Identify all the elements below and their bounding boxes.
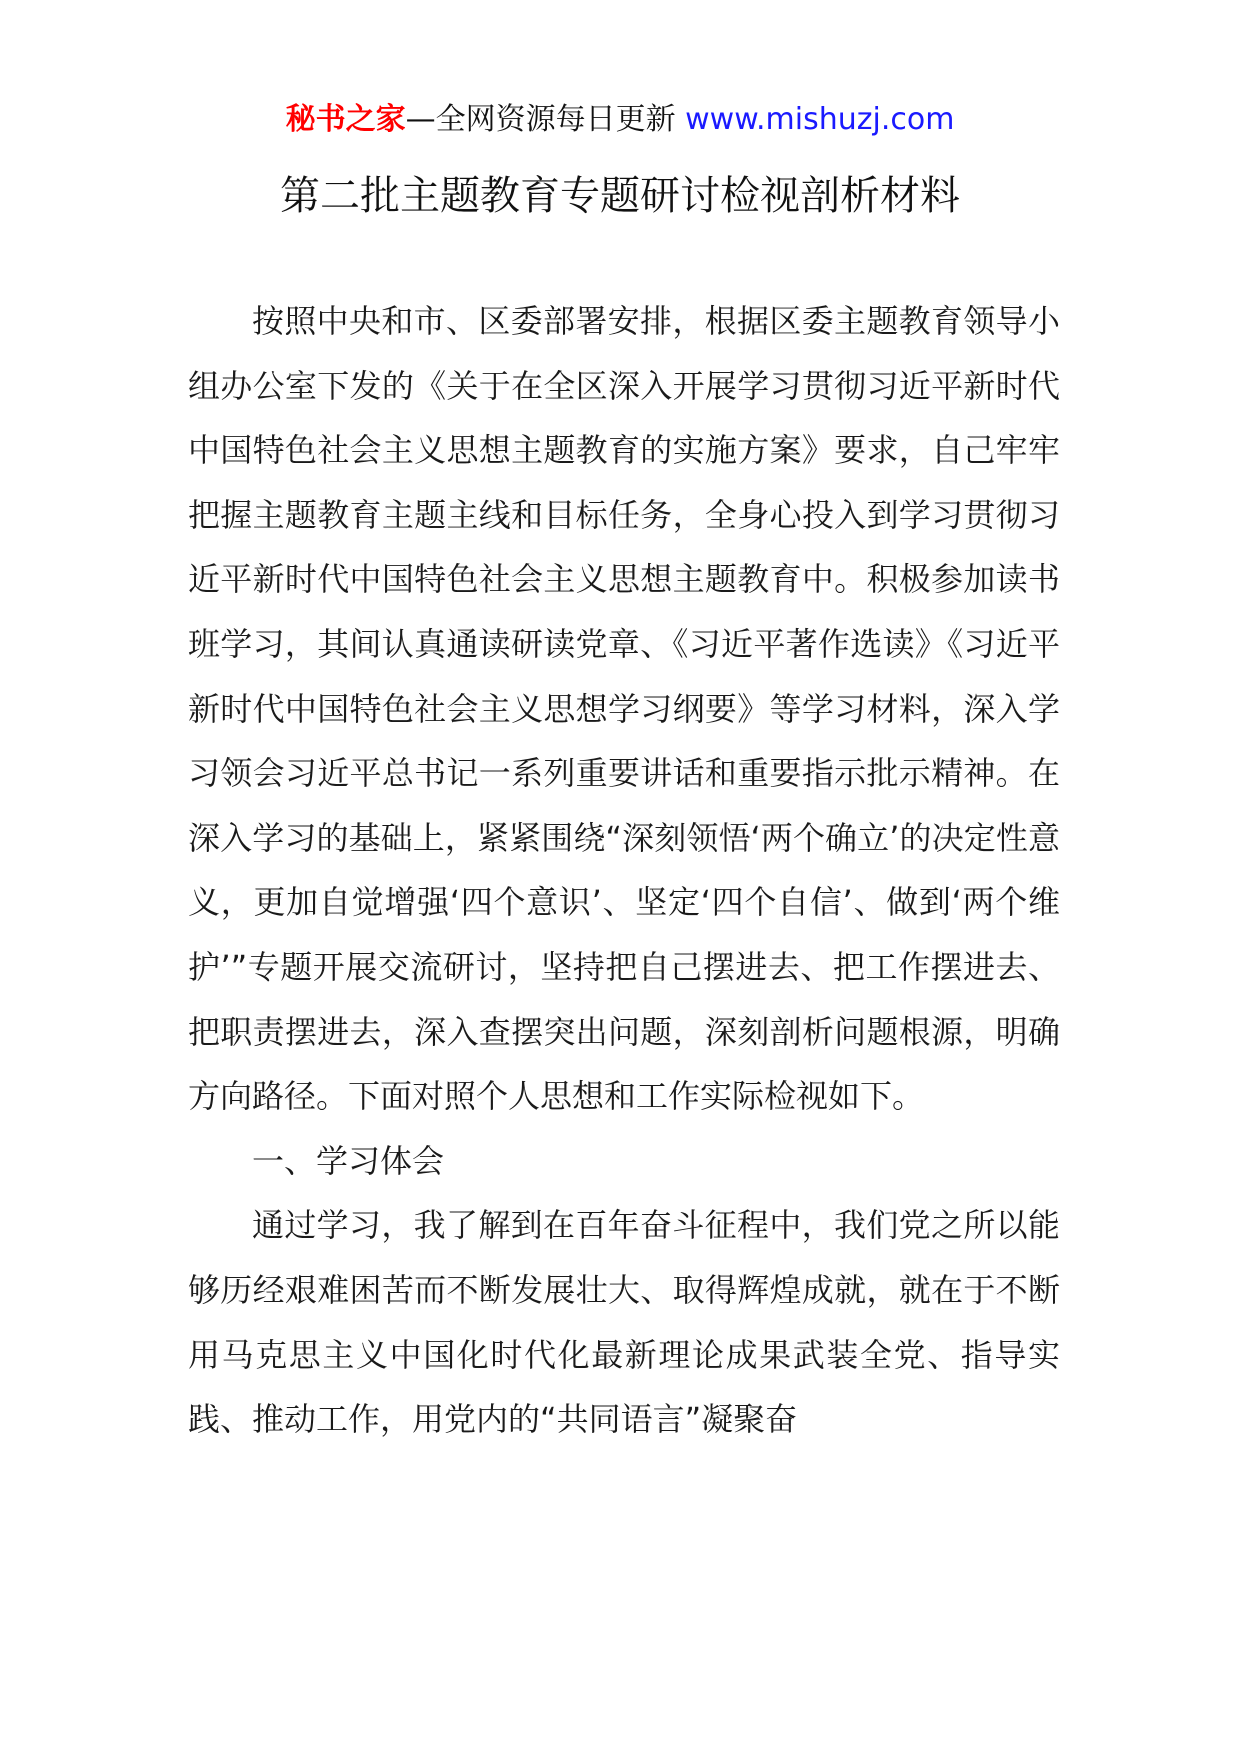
document-title: 第二批主题教育专题研讨检视剖析材料: [280, 173, 960, 219]
intro-paragraph: 按照中央和市、区委部署安排，根据区委主题教育领导小组办公室下发的《关于在全区深入开展学习贯彻习近平新时代中国特色社会主义思想主题教育的实施方案》要求，自己牢牢把握主题教育主题主线和目标任务，全身心投入到学习贯彻习近平新时代中国特色社会主义思想主题教育中。积极参加读书班学习，其间认真通读研读党章、《习近平著作选读》《习近平新时代中国特色社会主义思想学习纲要》等学习材料，深入学习领会习近平总书记一系列重要讲话和重要指示批示精神。在深入学习的基础上，紧紧围绕“深刻领悟‘两个确立’的决定性意义，更加自觉增强‘四个意识’、坚定‘四个自信’、做到‘两个维护’”专题开展交流研讨，坚持把自己摆进去、把工作摆进去、把职责摆进去，深入查摆突出问题，深刻剖析问题根源，明确方向路径。下面对照个人思想和工作实际检视如下。: [188, 302, 1060, 1116]
banner-tagline: —全网资源每日更新: [405, 102, 686, 137]
body-paragraph: 通过学习，我了解到在百年奋斗征程中，我们党之所以能够历经艰难困苦而不断发展壮大、取得辉煌成就，就在于不断用马克思主义中国化时代化最新理论成果武装全党、指导实践、推动工作，用党内的“共同语言”凝聚奋: [188, 1206, 1060, 1439]
section-heading: 一、学习体会: [252, 1141, 445, 1180]
brand-name: 秘书之家: [285, 102, 406, 137]
document-body: [188, 289, 1060, 1452]
site-url-link[interactable]: www.mishuzj.com: [685, 102, 955, 137]
site-banner: [0, 100, 1240, 140]
